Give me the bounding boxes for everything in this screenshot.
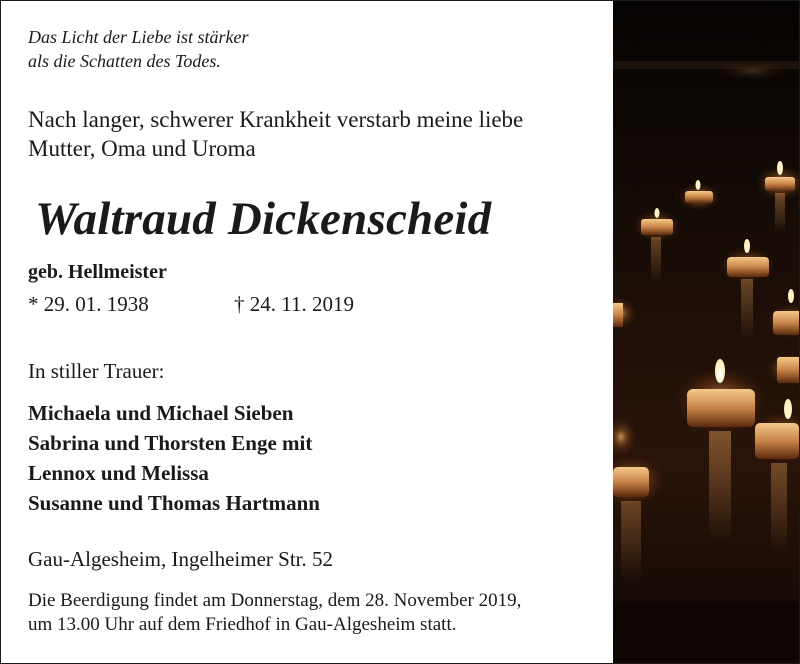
intro-line-2: Mutter, Oma und Uroma	[28, 136, 256, 161]
candles-image	[613, 1, 799, 663]
mourner-4: Susanne und Thomas Hartmann	[28, 491, 320, 515]
intro-line-1: Nach langer, schwerer Krankheit verstarb meine liebe	[28, 107, 524, 132]
mourner-1: Michaela und Michael Sieben	[28, 401, 294, 425]
maiden-name: geb. Hellmeister	[28, 261, 167, 283]
funeral-line-2: um 13.00 Uhr auf dem Friedhof in Gau-Algesheim statt.	[28, 614, 457, 635]
intro-text	[28, 105, 523, 163]
mourners-list	[28, 398, 320, 518]
funeral-info	[28, 589, 521, 637]
motto-line-2: als die Schatten des Todes.	[28, 51, 221, 71]
deceased-name: Waltraud Dickenscheid	[35, 193, 492, 245]
mourner-2: Sabrina und Thorsten Enge mit	[28, 431, 313, 455]
death-date: † 24. 11. 2019	[234, 292, 354, 316]
motto-line-1: Das Licht der Liebe ist stärker	[28, 27, 249, 47]
funeral-line-1: Die Beerdigung findet am Donnerstag, dem 28. November 2019,	[28, 590, 522, 611]
address: Gau-Algesheim, Ingelheimer Str. 52	[28, 547, 334, 571]
candles-photo	[613, 1, 799, 663]
birth-date: * 29. 01. 1938	[28, 292, 149, 316]
motto	[28, 25, 249, 73]
mourning-label: In stiller Trauer:	[28, 359, 165, 383]
mourner-3: Lennox und Melissa	[28, 461, 209, 485]
text-column	[1, 1, 613, 663]
